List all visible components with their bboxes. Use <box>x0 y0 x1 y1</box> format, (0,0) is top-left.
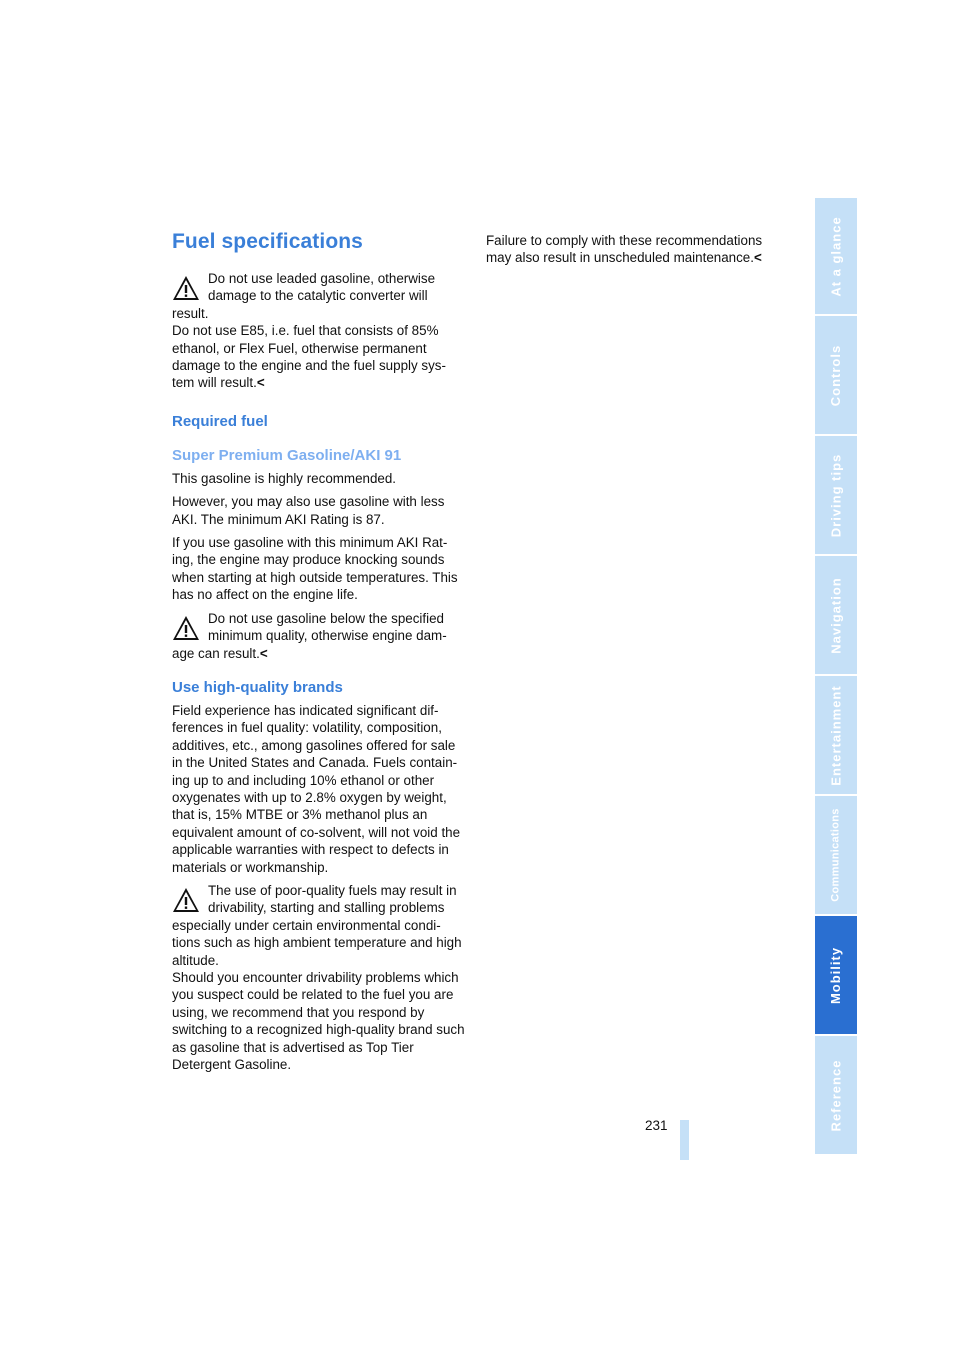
warning-triangle-icon <box>172 614 200 642</box>
tab-controls[interactable]: Controls <box>815 316 857 434</box>
tab-reference[interactable]: Reference <box>815 1036 857 1154</box>
warning-text: Should you encounter drivability problems which you suspect could be related to the fuel you are using, we recommend that you respond by switching to a recognized high-quality brand such as gasoline that is advertised as Top Tier Detergent Gasoline. <box>172 970 465 1073</box>
warning-line: drivability, starting and stalling problems <box>208 900 445 916</box>
warning-line: damage to the catalytic converter will <box>208 288 428 304</box>
tab-driving-tips[interactable]: Driving tips <box>815 436 857 554</box>
end-mark: < <box>259 645 268 661</box>
warning-line: minimum quality, otherwise engine dam- <box>208 628 447 644</box>
warning-text: result. <box>172 305 209 321</box>
end-mark: < <box>256 375 265 391</box>
warning-triangle-icon <box>172 274 200 302</box>
subheading-super-premium: Super Premium Gasoline/AKI 91 <box>172 446 402 464</box>
tab-at-a-glance[interactable]: At a glance <box>815 198 857 314</box>
tab-communications[interactable]: Communications <box>815 796 857 914</box>
chapter-tabs <box>815 198 857 1156</box>
right-column <box>486 232 780 267</box>
warning-line: Do not use gasoline below the specified <box>208 610 444 626</box>
warning-poor-quality-fuel <box>172 882 466 1073</box>
paragraph: If you use gasoline with this minimum AKI Rat-ing, the engine may produce knocking sounds when starting at high outside temperatures. This has no affect on the engine life. <box>172 535 458 603</box>
tab-mobility[interactable]: Mobility <box>815 916 857 1034</box>
section-heading-required-fuel: Required fuel <box>172 412 268 430</box>
paragraph: Field experience has indicated significant dif-ferences in fuel quality: volatility, composition, additives, etc., among gasolines offered for sale in the United States and Canada. Fuels contain-ing up to and including 10% ethanol or other oxygenates with up to 2.8% oxygen by weight, that is, 15% MTBE or 3% methanol plus an equivalent amount of co-solvent, will not void the applicable warranties with respect to defects in materials or workmanship. <box>172 702 461 875</box>
page-number: 231 <box>645 1118 668 1133</box>
paragraph: However, you may also use gasoline with less AKI. The minimum AKI Rating is 87. <box>172 494 445 527</box>
warning-minimum-quality <box>172 610 466 662</box>
warning-line: Do not use leaded gasoline, otherwise <box>208 271 436 286</box>
left-column <box>172 228 466 1073</box>
warning-leaded-gasoline <box>172 270 466 392</box>
tab-navigation[interactable]: Navigation <box>815 556 857 674</box>
page-title: Fuel specifications <box>172 230 363 253</box>
page-marker-bar <box>680 1120 689 1160</box>
warning-text: age can result.< <box>172 645 268 661</box>
warning-text: Do not use E85, i.e. fuel that consists of 85% ethanol, or Flex Fuel, otherwise permanent damage to the engine and the fuel supply sys-tem will result.< <box>172 323 446 391</box>
paragraph-continued: Failure to comply with these recommendations may also result in unscheduled maintenance.< <box>486 233 763 266</box>
warning-triangle-icon <box>172 886 200 914</box>
paragraph: This gasoline is highly recommended. <box>172 470 397 486</box>
warning-line: The use of poor-quality fuels may result in <box>208 882 457 898</box>
tab-entertainment[interactable]: Entertainment <box>815 676 857 794</box>
end-mark: < <box>753 250 762 266</box>
subheading-high-quality-brands: Use high-quality brands <box>172 678 343 696</box>
warning-text: especially under certain environmental condi-tions such as high ambient temperature and high altitude. <box>172 917 462 968</box>
